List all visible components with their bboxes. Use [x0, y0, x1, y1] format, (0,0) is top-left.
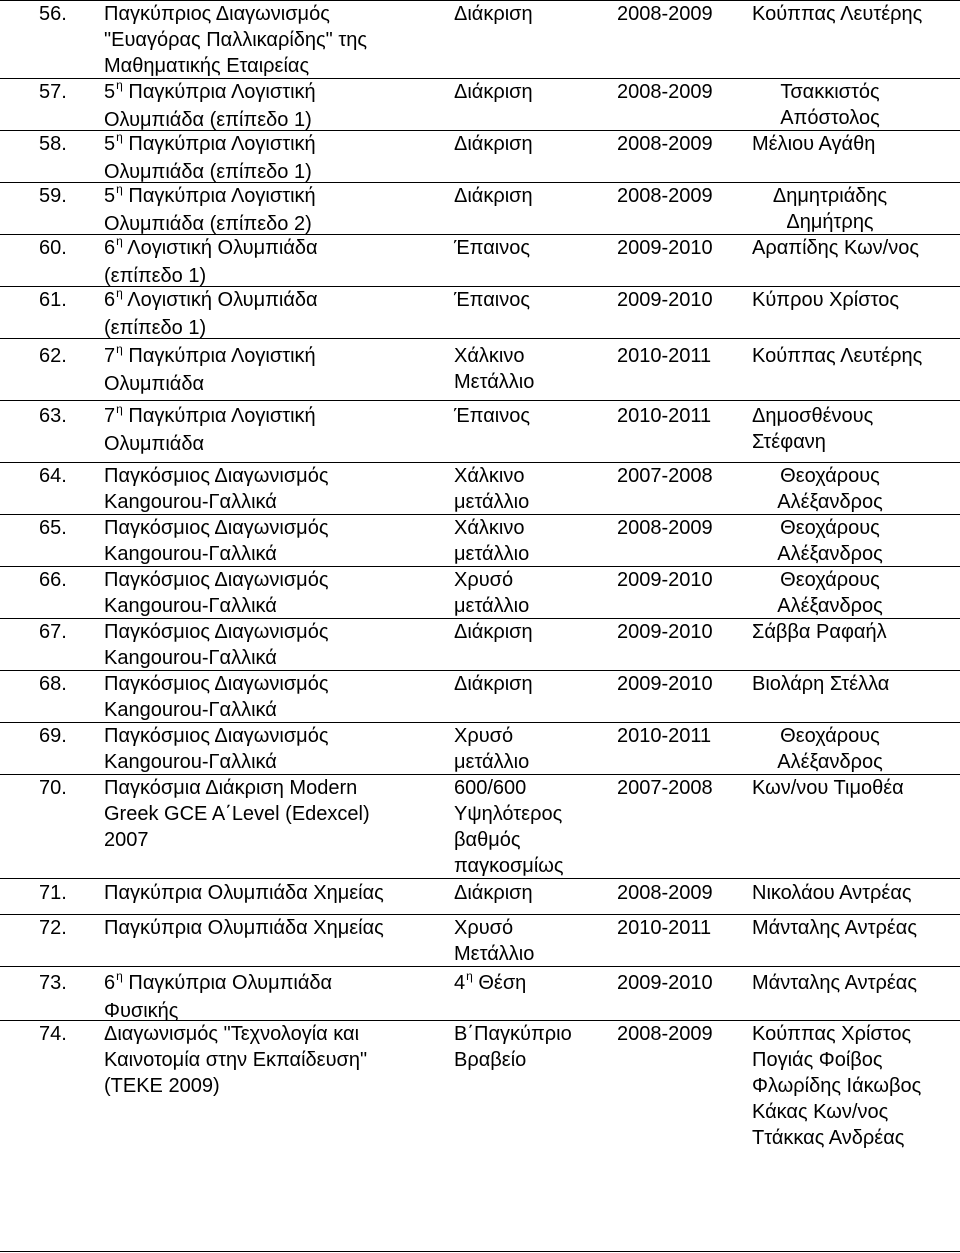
table-row [0, 78, 960, 130]
competition-name [104, 131, 444, 185]
competition-text: Παγκύπρια Ολυμπιάδα Φυσικής [104, 972, 333, 1022]
row-number: 56. [39, 3, 67, 25]
table-row [0, 514, 960, 566]
student-names: Θεοχάρους Αλέξανδρος [777, 725, 883, 773]
ordinal-suffix: η [116, 234, 123, 248]
student-names: Κούππας Λευτέρης [752, 345, 923, 367]
ordinal: 6 [104, 972, 116, 994]
student-names: Δημητριάδης Δημήτρης [772, 185, 888, 233]
award: Διάκριση [454, 3, 533, 25]
student-names: Θεοχάρους Αλέξανδρος [777, 517, 883, 565]
competition-name: Παγκόσμιος Διαγωνισμός Kangourou-Γαλλικά [104, 517, 329, 565]
table-row [0, 130, 960, 182]
table-row [0, 400, 960, 462]
student-names: Βιολάρη Στέλλα [752, 673, 890, 695]
award [454, 970, 526, 998]
award: Χάλκινο μετάλλιο [454, 517, 530, 565]
school-year: 2009-2010 [617, 569, 713, 591]
table-row [0, 618, 960, 670]
row-number: 67. [39, 621, 67, 643]
competition-name [104, 79, 444, 133]
competition-name: Παγκόσμιος Διαγωνισμός Kangourou-Γαλλικά [104, 673, 329, 721]
table-row [0, 914, 960, 966]
school-year: 2008-2009 [617, 81, 713, 103]
award: Έπαινος [454, 405, 530, 427]
school-year: 2008-2009 [617, 1023, 713, 1045]
school-year: 2009-2010 [617, 621, 713, 643]
competition-name: Παγκόσμιος Διαγωνισμός Kangourou-Γαλλικά [104, 465, 329, 513]
table-row [0, 0, 960, 78]
row-number: 62. [39, 345, 67, 367]
row-number: 64. [39, 465, 67, 487]
row-number: 57. [39, 81, 67, 103]
student-names: Κύπρου Χρίστος [752, 289, 899, 311]
competition-name: Παγκύπρια Ολυμπιάδα Χημείας [104, 917, 384, 939]
student-names: Μάνταλης Αντρέας [752, 917, 917, 939]
competition-name: Παγκόσμιος Διαγωνισμός Kangourou-Γαλλικά [104, 725, 329, 773]
table-row [0, 286, 960, 338]
ordinal-suffix: η [116, 130, 123, 144]
school-year: 2008-2009 [617, 3, 713, 25]
school-year: 2009-2010 [617, 673, 713, 695]
school-year: 2009-2010 [617, 972, 713, 994]
student-names: Κούππας Λευτέρης [752, 3, 923, 25]
row-number: 74. [39, 1023, 67, 1045]
competition-name [104, 287, 444, 341]
table-row [0, 670, 960, 722]
ordinal-suffix: η [116, 969, 123, 983]
student-names: Κων/νου Τιμοθέα [752, 777, 904, 799]
ordinal: 6 [104, 237, 116, 259]
award: Διάκριση [454, 133, 533, 155]
school-year: 2007-2008 [617, 777, 713, 799]
table-row [0, 566, 960, 618]
competition-name [104, 970, 444, 1024]
row-number: 68. [39, 673, 67, 695]
award: Διάκριση [454, 81, 533, 103]
row-number: 61. [39, 289, 67, 311]
award: Έπαινος [454, 289, 530, 311]
school-year: 2008-2009 [617, 185, 713, 207]
student-names: Νικολάου Αντρέας [752, 882, 912, 904]
competition-text: Λογιστική Ολυμπιάδα (επίπεδο 1) [104, 289, 318, 339]
table-row [0, 1020, 960, 1252]
row-number: 59. [39, 185, 67, 207]
student-names: Θεοχάρους Αλέξανδρος [777, 465, 883, 513]
competition-name: Παγκόσμια Διάκριση Modern Greek GCE A΄Level (Edexcel) 2007 [104, 777, 370, 851]
competition-name [104, 183, 444, 237]
student-names: Σάββα Ραφαήλ [752, 621, 887, 643]
award: Χάλκινο Μετάλλιο [454, 345, 535, 393]
row-number: 58. [39, 133, 67, 155]
row-number: 65. [39, 517, 67, 539]
school-year: 2009-2010 [617, 289, 713, 311]
table-row [0, 234, 960, 286]
table-row [0, 774, 960, 878]
placement-text: Θέση [472, 972, 527, 994]
school-year: 2010-2011 [617, 345, 712, 367]
competition-name [104, 403, 444, 457]
competition-text: Παγκύπρια Λογιστική Ολυμπιάδα [104, 345, 316, 395]
school-year: 2010-2011 [617, 725, 712, 747]
ordinal: 5 [104, 81, 116, 103]
ordinal-suffix: η [116, 402, 123, 416]
competition-name: Παγκύπρια Ολυμπιάδα Χημείας [104, 882, 384, 904]
competition-text: Παγκύπρια Λογιστική Ολυμπιάδα (επίπεδο 2) [104, 185, 316, 235]
school-year: 2010-2011 [617, 405, 712, 427]
competition-text: Παγκύπρια Λογιστική Ολυμπιάδα [104, 405, 316, 455]
award: Β΄Παγκύπριο Βραβείο [454, 1023, 572, 1071]
student-names: Δημοσθένους Στέφανη [752, 405, 874, 453]
school-year: 2007-2008 [617, 465, 713, 487]
award: Χρυσό Μετάλλιο [454, 917, 535, 965]
ordinal: 6 [104, 289, 116, 311]
competition-text: Λογιστική Ολυμπιάδα (επίπεδο 1) [104, 237, 318, 287]
student-names: Τσακκιστός Απόστολος [780, 81, 880, 129]
row-number: 63. [39, 405, 67, 427]
award: Διάκριση [454, 882, 533, 904]
row-number: 70. [39, 777, 67, 799]
student-names: Μέλιου Αγάθη [752, 133, 876, 155]
student-names: Θεοχάρους Αλέξανδρος [777, 569, 883, 617]
row-number: 69. [39, 725, 67, 747]
award: Χρυσό μετάλλιο [454, 569, 530, 617]
ordinal-suffix: η [116, 342, 123, 356]
competition-name: Παγκόσμιος Διαγωνισμός Kangourou-Γαλλικά [104, 569, 329, 617]
award: 600/600 Υψηλότερος βαθμός παγκοσμίως [454, 777, 564, 877]
table-row [0, 722, 960, 774]
competition-name: Παγκόσμιος Διαγωνισμός Kangourou-Γαλλικά [104, 621, 329, 669]
ordinal-suffix: η [116, 182, 123, 196]
award: Έπαινος [454, 237, 530, 259]
school-year: 2008-2009 [617, 517, 713, 539]
ordinal: 5 [104, 133, 116, 155]
row-number: 60. [39, 237, 67, 259]
award: Χρυσό μετάλλιο [454, 725, 530, 773]
row-number: 72. [39, 917, 67, 939]
table-row [0, 182, 960, 234]
award: Διάκριση [454, 621, 533, 643]
competition-name [104, 343, 444, 397]
row-number: 73. [39, 972, 67, 994]
table-row [0, 462, 960, 514]
award: Διάκριση [454, 673, 533, 695]
table-row [0, 338, 960, 400]
ordinal-suffix: η [116, 78, 123, 92]
competition-name: Διαγωνισμός "Τεχνολογία και Καινοτομία στην Εκπαίδευση" (ΤΕΚΕ 2009) [104, 1023, 368, 1097]
school-year: 2009-2010 [617, 237, 713, 259]
ordinal: 7 [104, 345, 116, 367]
competition-text: Παγκύπρια Λογιστική Ολυμπιάδα (επίπεδο 1) [104, 133, 316, 183]
student-names: Μάνταλης Αντρέας [752, 972, 917, 994]
table-row [0, 966, 960, 1020]
row-number: 71. [39, 882, 67, 904]
competition-text: Παγκύπρια Λογιστική Ολυμπιάδα (επίπεδο 1) [104, 81, 316, 131]
school-year: 2008-2009 [617, 133, 713, 155]
ordinal: 7 [104, 405, 116, 427]
school-year: 2008-2009 [617, 882, 713, 904]
student-names: Αραπίδης Κων/νος [752, 237, 920, 259]
student-names: Κούππας Χρίστος Πογιάς Φοίβος Φλωρίδης Ιάκωβος Κάκας Κων/νος Ττάκκας Ανδρέας [752, 1023, 922, 1149]
award: Χάλκινο μετάλλιο [454, 465, 530, 513]
table-row [0, 878, 960, 914]
placement-ordinal: 4 [454, 972, 466, 994]
row-number: 66. [39, 569, 67, 591]
ordinal: 5 [104, 185, 116, 207]
competition-name: Παγκύπριος Διαγωνισμός "Ευαγόρας Παλλικαρίδης" της Μαθηματικής Εταιρείας [104, 3, 367, 77]
placement-ordinal-suffix: η [466, 969, 473, 983]
ordinal-suffix: η [116, 286, 123, 300]
award: Διάκριση [454, 185, 533, 207]
school-year: 2010-2011 [617, 917, 712, 939]
competition-name [104, 235, 444, 289]
